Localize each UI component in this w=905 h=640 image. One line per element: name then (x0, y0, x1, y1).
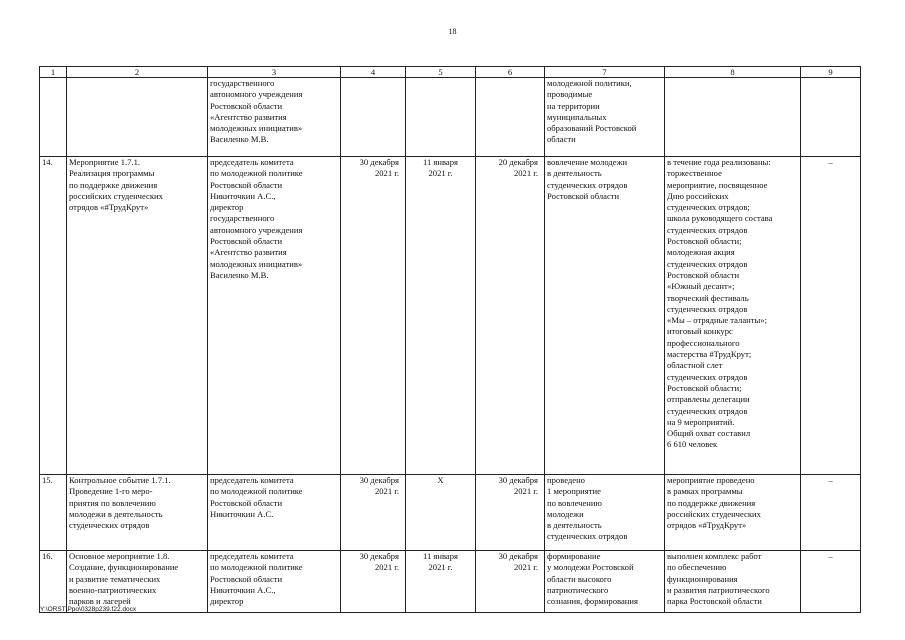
header-cell: 7 (545, 67, 665, 78)
deviation-reason: – (801, 475, 861, 551)
event-name (67, 78, 208, 157)
event-name: Контрольное событие 1.7.1. Проведение 1-го меро- приятия по вовлечению молодежи в деятельность студенческих отрядов (67, 475, 208, 551)
report-table (39, 66, 861, 613)
table-row (40, 78, 861, 157)
table-row (40, 551, 861, 613)
table-row (40, 157, 861, 475)
planned-result: вовлечение молодежи в деятельность студенческих отрядов Ростовской области (545, 157, 665, 475)
responsible: председатель комитета по молодежной политике Ростовской области Никиточкин А.С., директор государственного автономного учреждения Ростовской области «Агентство развития молодежных инициатив» Василенко М.В. (208, 157, 341, 475)
deviation-reason (801, 78, 861, 157)
event-name: Мероприятие 1.7.1. Реализация программы по поддержке движения российских студенческих отрядов «#ТрудКрут» (67, 157, 208, 475)
row-number: 14. (40, 157, 67, 475)
responsible: государственного автономного учреждения Ростовской области «Агентство развития молодежных инициатив» Василенко М.В. (208, 78, 341, 157)
planned-result: проведено 1 мероприятие по вовлечению молодежи в деятельность студенческих отрядов (545, 475, 665, 551)
planned-result: формирование у молодежи Ростовской области высокого патриотического сознания, формирования (545, 551, 665, 613)
table-row (40, 475, 861, 551)
page-number: 18 (448, 27, 457, 36)
header-cell: 6 (476, 67, 545, 78)
row-number: 16. (40, 551, 67, 613)
planned-date: 30 декабря 2021 г. (341, 551, 406, 613)
file-path-footer: Y:\ORST\Ppo\0328p239.f22.docx (40, 606, 137, 613)
actual-start: Х (406, 475, 476, 551)
actual-end: 30 декабря 2021 г. (476, 475, 545, 551)
deviation-reason: – (801, 157, 861, 475)
planned-date (341, 78, 406, 157)
actual-result: в течение года реализованы: торжественное мероприятие, посвященное Дню российских студенческих отрядов; школа руководящего состава студенческих отрядов Ростовской области; молодежная акция студенческих отрядов Ростовской области «Южный десант»; творческий фестиваль студенческих отрядов «Мы – отрядные таланты»; итоговый конкурс профессионального мастерства #ТрудКрут; областной слет студенческих отрядов Ростовской области; отправлены делегации студенческих отрядов на 9 мероприятий. Общий охват составил 6 610 человек (665, 157, 801, 475)
deviation-reason: – (801, 551, 861, 613)
column-number-row (40, 67, 861, 78)
header-cell: 1 (40, 67, 67, 78)
actual-start: 11 января 2021 г. (406, 157, 476, 475)
actual-start (406, 78, 476, 157)
header-cell: 9 (801, 67, 861, 78)
row-number: 15. (40, 475, 67, 551)
actual-result (665, 78, 801, 157)
actual-end (476, 78, 545, 157)
responsible: председатель комитета по молодежной политике Ростовской области Никиточкин А.С. (208, 475, 341, 551)
actual-result: выполнен комплекс работ по обеспечению функционирования и развития патриотического парка Ростовской области (665, 551, 801, 613)
header-cell: 3 (208, 67, 341, 78)
planned-date: 30 декабря 2021 г. (341, 157, 406, 475)
header-cell: 5 (406, 67, 476, 78)
planned-date: 30 декабря 2021 г. (341, 475, 406, 551)
header-cell: 4 (341, 67, 406, 78)
header-cell: 8 (665, 67, 801, 78)
actual-result: мероприятие проведено в рамках программы по поддержке движения российских студенческих отрядов «#ТрудКрут» (665, 475, 801, 551)
actual-end: 20 декабря 2021 г. (476, 157, 545, 475)
event-name: Основное мероприятие 1.8. Создание, функционирование и развитие тематических военно-патриотических парков и лагерей (67, 551, 208, 613)
actual-start: 11 января 2021 г. (406, 551, 476, 613)
row-number (40, 78, 67, 157)
planned-result: молодежной политики, проводимые на территории муниципальных образований Ростовской области (545, 78, 665, 157)
header-cell: 2 (67, 67, 208, 78)
responsible: председатель комитета по молодежной политике Ростовской области Никиточкин А.С., директор (208, 551, 341, 613)
actual-end: 30 декабря 2021 г. (476, 551, 545, 613)
